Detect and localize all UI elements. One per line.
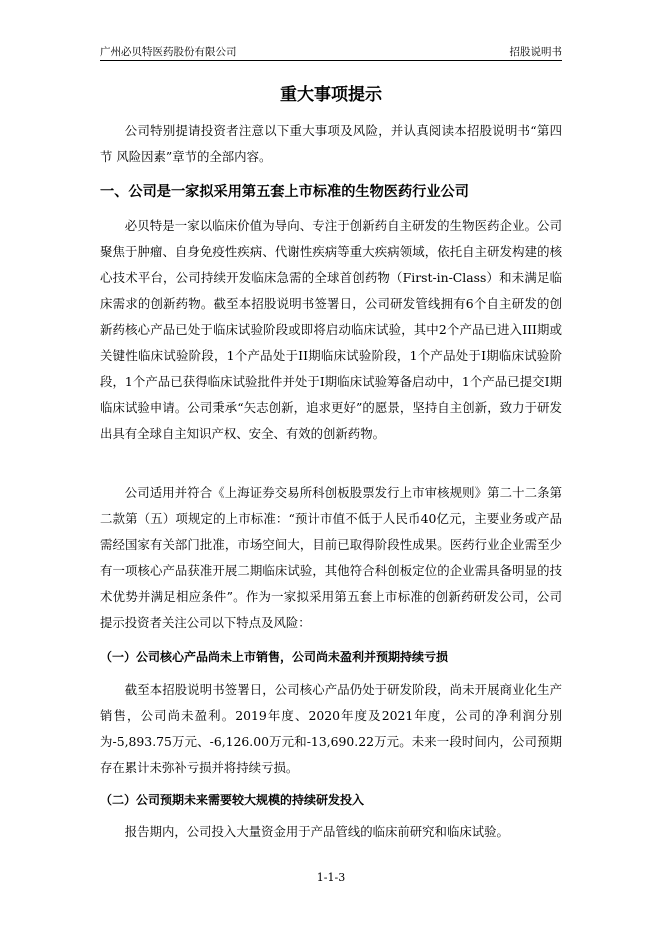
header-doc-type: 招股说明书 xyxy=(509,46,562,58)
page-number: 1-1-3 xyxy=(316,871,346,884)
section1-paragraph-2: 公司适用并符合《上海证券交易所科创板股票发行上市审核规则》第二十二条第二款第（五）项规定的上市标准：“预计市值不低于人民币40亿元，主要业务或产品需经国家有关部门批准，市场空间大，目前已取得阶段性成果。医药行业企业需至少有一项核心产品获准开展二期临床试验，其他符合科创板定位的企业需具备明显的技术优势并满足相应条件”。作为一家拟采用第五套上市标准的创新药研发公司，公司提示投资者关注公司以下特点及风险： xyxy=(100,485,562,630)
subsection1-paragraph: 截至本招股说明书签署日，公司核心产品仍处于研发阶段，尚未开展商业化生产销售，公司尚未盈利。2019年度、2020年度及2021年度，公司的净利润分别为-5,893.75万元、-6,126.00万元和-13,690.22万元。未来一段时间内，公司预期存在累计未弥补亏损并将持续亏损。 xyxy=(100,682,562,775)
subsection2-heading: （二）公司预期未来需要较大规模的持续研发投入 xyxy=(100,793,365,807)
page-header xyxy=(100,38,562,61)
section1-paragraph-1: 必贝特是一家以临床价值为导向、专注于创新药自主研发的生物医药企业。公司聚焦于肿瘤、自身免疫性疾病、代谢性疾病等重大疾病领域，依托自主研发构建的核心技术平台，公司持续开发临床急需的全球首创药物（First-in-Class）和未满足临床需求的创新药物。截至本招股说明书签署日，公司研发管线拥有6个自主研发的创新药核心产品已处于临床试验阶段或即将启动临床试验，其中2个产品已进入III期或关键性临床试验阶段，1个产品处于II期临床试验阶段，1个产品处于I期临床试验阶段，1个产品已获得临床试验批件并处于I期临床试验筹备启动中，1个产品已提交I期临床试验申请。公司秉承“矢志创新，追求更好”的愿景，坚持自主创新，致力于研发出具有全球自主知识产权、安全、有效的创新药物。 xyxy=(100,218,562,441)
section1-heading: 一、公司是一家拟采用第五套上市标准的生物医药行业公司 xyxy=(100,184,469,200)
page-title: 重大事项提示 xyxy=(280,85,382,105)
header-company: 广州必贝特医药股份有限公司 xyxy=(100,46,237,58)
intro-paragraph: 公司特别提请投资者注意以下重大事项及风险，并认真阅读本招股说明书“第四节 风险因素”章节的全部内容。 xyxy=(100,123,562,164)
subsection2-paragraph: 报告期内，公司投入大量资金用于产品管线的临床前研究和临床试验。 xyxy=(124,824,509,839)
subsection1-heading: （一）公司核心产品尚未上市销售，公司尚未盈利并预期持续亏损 xyxy=(100,650,449,664)
